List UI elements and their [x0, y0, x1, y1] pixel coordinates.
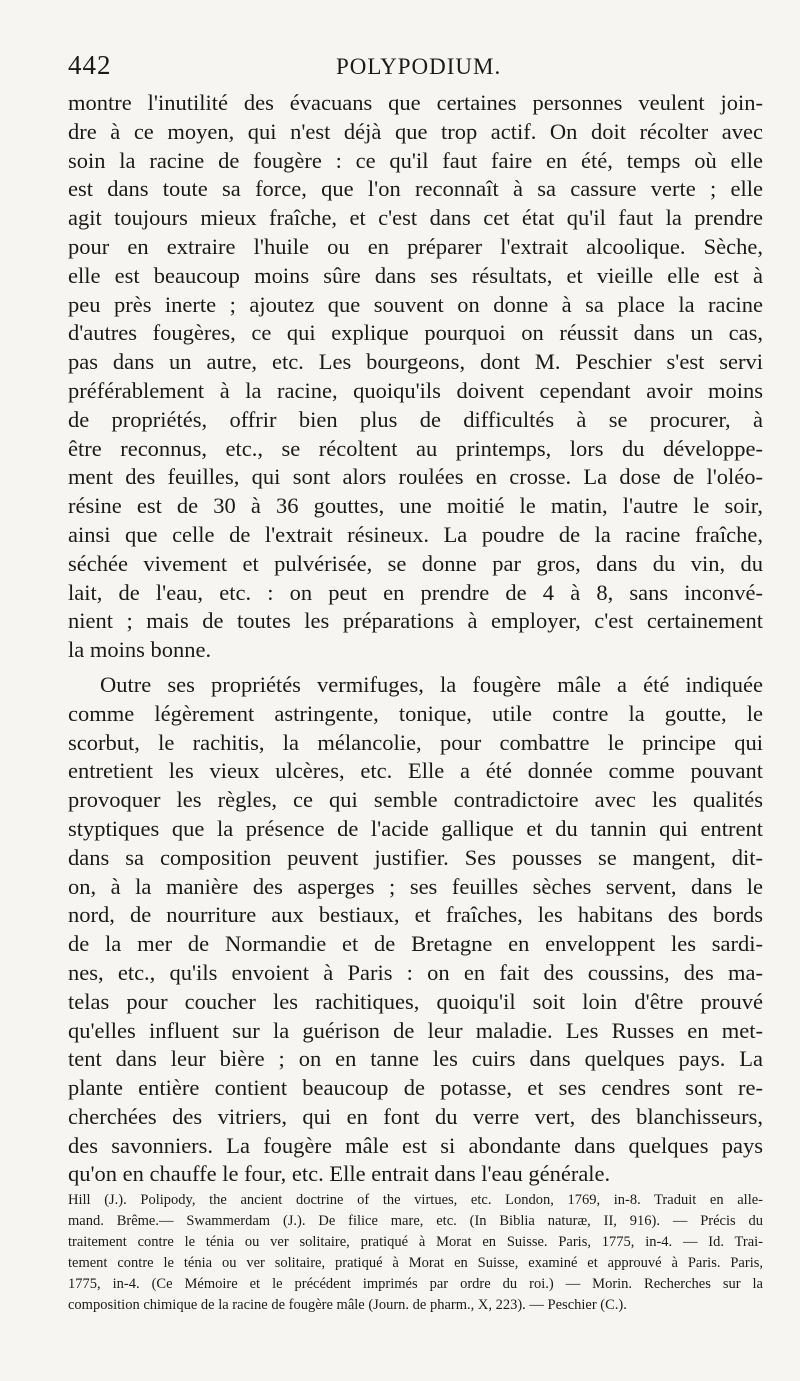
- text-line: de propriétés, offrir bien plus de difficultés à se procurer, à: [68, 406, 763, 432]
- page-header: [68, 50, 768, 90]
- text-line: peu près inerte ; ajoutez que souvent on donne à sa place la racine: [68, 291, 763, 317]
- text-line: d'autres fougères, ce qui explique pourquoi on réussit dans un cas,: [68, 320, 763, 346]
- text-line: pour en extraire l'huile ou en préparer l'extrait alcoolique. Sèche,: [68, 233, 763, 259]
- text-line: de la mer de Normandie et de Bretagne en enveloppent les sardi-: [68, 931, 763, 957]
- text-line: telas pour coucher les rachitiques, quoiqu'il soit loin d'être prouvé: [68, 988, 763, 1014]
- body-text: [68, 89, 763, 1189]
- text-line: agit toujours mieux fraîche, et c'est dans cet état qu'il faut la prendre: [68, 205, 763, 231]
- text-line: préférablement à la racine, quoiqu'ils doivent cependant avoir moins: [68, 377, 763, 403]
- text-line: séchée vivement et pulvérisée, se donne par gros, dans du vin, du: [68, 550, 763, 576]
- text-line: ainsi que celle de l'extrait résineux. La poudre de la racine fraîche,: [68, 521, 763, 547]
- text-line: être reconnus, etc., se récoltent au printemps, lors du développe-: [68, 435, 763, 461]
- text-line: entretient les vieux ulcères, etc. Elle a été donnée comme pouvant: [68, 758, 763, 784]
- page-number: 442: [68, 50, 112, 80]
- text-line: résine est de 30 à 36 gouttes, une moitié le matin, l'autre le soir,: [68, 493, 763, 519]
- text-line: montre l'inutilité des évacuans que certaines personnes veulent join-: [68, 90, 763, 115]
- note-line: Hill (J.). Polipody, the ancient doctrine of the virtues, etc. London, 1769, in-8. Traduit en alle-: [68, 1192, 763, 1208]
- paragraph-1: [68, 89, 763, 665]
- text-line: provoquer les règles, ce qui semble contradictoire avec les qualités: [68, 787, 763, 813]
- text-line: soin la racine de fougère : ce qu'il faut faire en été, temps où elle: [68, 147, 763, 173]
- text-line: est dans toute sa force, que l'on reconnaît à sa cassure verte ; elle: [68, 176, 763, 202]
- note-line: mand. Brême.— Swammerdam (J.). De filice mare, etc. (In Biblia naturæ, II, 916). — Précis du: [68, 1213, 763, 1229]
- text-line: pas dans un autre, etc. Les bourgeons, dont M. Peschier s'est servi: [68, 349, 763, 375]
- text-line: lait, de l'eau, etc. : on peut en prendre de 4 à 8, sans inconvé-: [68, 579, 763, 605]
- text-line: nord, de nourriture aux bestiaux, et fraîches, les habitans des bords: [68, 902, 763, 928]
- note-line: 1775, in-4. (Ce Mémoire et le précédent imprimés par ordre du roi.) — Morin. Recherches sur la: [68, 1276, 763, 1292]
- text-line: la moins bonne.: [68, 637, 212, 663]
- running-head: POLYPODIUM.: [336, 54, 502, 79]
- text-line: plante entière contient beaucoup de potasse, et ses cendres sont re-: [68, 1075, 763, 1101]
- text-line: qu'elles influent sur la guérison de leur maladie. Les Russes en met-: [68, 1017, 763, 1043]
- text-line: Outre ses propriétés vermifuges, la fougère mâle a été indiquée: [100, 671, 763, 697]
- text-line: nient ; mais de toutes les préparations à employer, c'est certainement: [68, 608, 763, 634]
- note-line: composition chimique de la racine de fougère mâle (Journ. de pharm., X, 223). — Peschier (C.).: [68, 1297, 627, 1313]
- text-line: dans sa composition peuvent justifier. Ses pousses se mangent, dit-: [68, 844, 763, 870]
- text-line: styptiques que la présence de l'acide gallique et du tannin qui entrent: [68, 815, 763, 841]
- text-line: elle est beaucoup moins sûre dans ses résultats, et vieille elle est à: [68, 262, 763, 288]
- text-line: dre à ce moyen, qui n'est déjà que trop actif. On doit récolter avec: [68, 118, 763, 144]
- text-line: cherchées des vitriers, qui en font du verre vert, des blanchisseurs,: [68, 1103, 763, 1129]
- text-line: des savonniers. La fougère mâle est si abondante dans quelques pays: [68, 1132, 763, 1158]
- paragraph-2: [68, 671, 763, 1189]
- bibliography-notes: [68, 1190, 763, 1316]
- note-line: traitement contre le ténia ou ver solitaire, pratiqué à Morat en Suisse. Paris, 1775, in-4. — Id. Trai-: [68, 1234, 763, 1250]
- text-line: tent dans leur bière ; on en tanne les cuirs dans quelques pays. La: [68, 1046, 763, 1072]
- text-line: qu'on en chauffe le four, etc. Elle entrait dans l'eau générale.: [68, 1161, 611, 1187]
- text-line: on, à la manière des asperges ; ses feuilles sèches servent, dans le: [68, 873, 763, 899]
- text-line: comme légèrement astringente, tonique, utile contre la goutte, le: [68, 700, 763, 726]
- text-line: scorbut, le rachitis, la mélancolie, pour combattre le principe qui: [68, 729, 763, 755]
- text-line: ment des feuilles, qui sont alors roulées en crosse. La dose de l'oléo-: [68, 464, 763, 490]
- text-line: nes, etc., qu'ils envoient à Paris : on en fait des coussins, des ma-: [68, 959, 763, 985]
- note-line: tement contre le ténia ou ver solitaire, pratiqué à Morat en Suisse, examiné et approuvé à Paris. Paris,: [68, 1255, 763, 1271]
